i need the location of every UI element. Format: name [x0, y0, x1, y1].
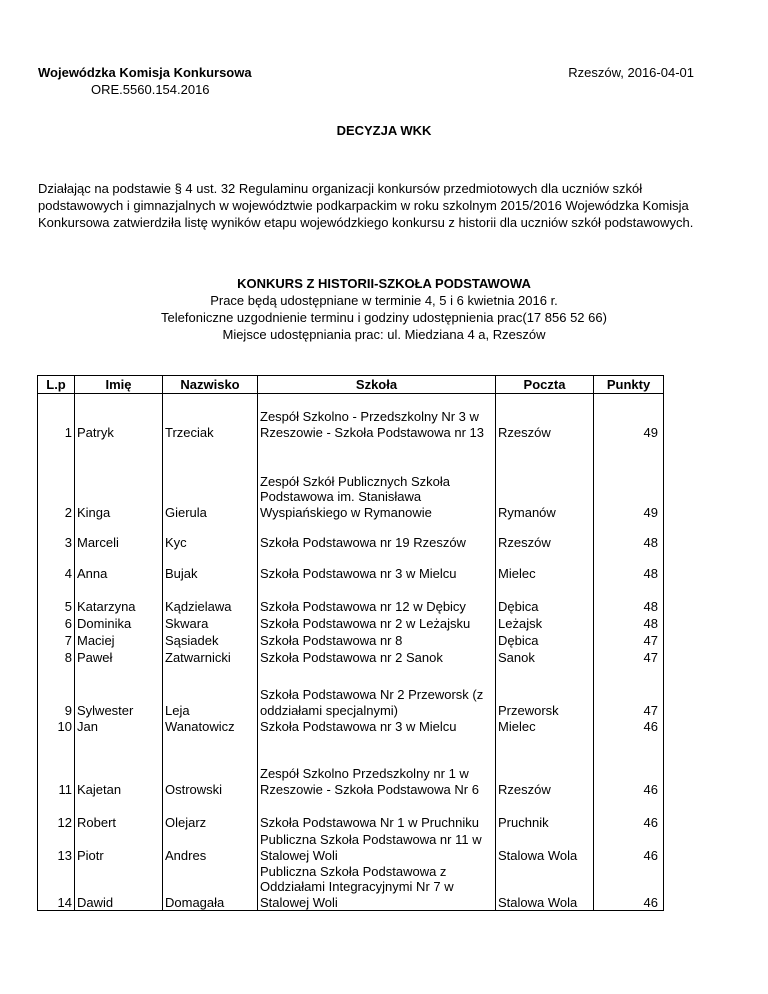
table-row — [38, 719, 664, 735]
cell-punkty: 48 — [594, 582, 664, 615]
table-row — [38, 521, 664, 551]
cell-lp: 8 — [38, 649, 75, 666]
cell-nazwisko: Andres — [163, 831, 258, 864]
header-nazwisko: Nazwisko — [163, 376, 258, 394]
cell-szkola: Zespół Szkolno - Przedszkolny Nr 3 w Rzeszowie - Szkoła Podstawowa nr 13 — [258, 394, 496, 441]
cell-punkty: 47 — [594, 632, 664, 649]
table-row — [38, 798, 664, 831]
cell-imie: Piotr — [75, 831, 163, 864]
cell-imie: Katarzyna — [75, 582, 163, 615]
table-header-row — [38, 376, 664, 394]
issuer-name: Wojewódzka Komisja Konkursowa — [38, 65, 252, 80]
cell-punkty: 48 — [594, 551, 664, 582]
cell-lp: 6 — [38, 615, 75, 632]
cell-imie: Robert — [75, 798, 163, 831]
cell-nazwisko: Trzeciak — [163, 394, 258, 441]
cell-lp: 10 — [38, 719, 75, 735]
cell-nazwisko: Ostrowski — [163, 735, 258, 798]
header-lp: L.p — [46, 376, 66, 392]
cell-poczta: Stalowa Wola — [496, 864, 594, 911]
cell-imie: Patryk — [75, 394, 163, 441]
cell-imie: Dawid — [75, 864, 163, 911]
cell-szkola: Zespół Szkół Publicznych Szkoła Podstawowa im. Stanisława Wyspiańskiego w Rymanowie — [258, 441, 496, 521]
cell-nazwisko: Domagała — [163, 864, 258, 911]
cell-szkola: Szkoła Podstawowa Nr 2 Przeworsk (z oddziałami specjalnymi) — [258, 666, 496, 719]
cell-szkola: Szkoła Podstawowa nr 3 w Mielcu — [258, 719, 496, 735]
cell-punkty: 46 — [594, 719, 664, 735]
intro-paragraph: Działając na podstawie § 4 ust. 32 Regulaminu organizacji konkursów przedmiotowych dla uczniów szkół podstawowych i gimnazjalnych w województwie podkarpackim w roku szkolnym 2015/2016 Wojewódzka Komisja Konkursowa zatwierdziła listę wyników etapu wojewódzkiego konkursu z historii dla uczniów szkół podstawowych. — [38, 181, 694, 230]
cell-lp: 2 — [38, 441, 75, 521]
cell-szkola: Publiczna Szkoła Podstawowa z Oddziałami Integracyjnymi Nr 7 w Stalowej Woli — [258, 864, 496, 911]
cell-lp: 5 — [38, 582, 75, 615]
cell-szkola: Zespół Szkolno Przedszkolny nr 1 w Rzeszowie - Szkoła Podstawowa Nr 6 — [258, 735, 496, 798]
cell-nazwisko: Olejarz — [163, 798, 258, 831]
cell-imie: Kinga — [75, 441, 163, 521]
header-punkty: Punkty — [594, 376, 664, 394]
header-poczta: Poczta — [496, 376, 594, 394]
cell-poczta: Przeworsk — [496, 666, 594, 719]
contest-info-location: Miejsce udostępniania prac: ul. Miedziana 4 a, Rzeszów — [222, 327, 546, 342]
cell-lp: 12 — [38, 798, 75, 831]
cell-szkola: Szkoła Podstawowa nr 2 Sanok — [258, 649, 496, 666]
cell-poczta: Rzeszów — [496, 521, 594, 551]
cell-nazwisko: Gierula — [163, 441, 258, 521]
cell-lp: 14 — [38, 864, 75, 911]
table-row — [38, 551, 664, 582]
cell-lp: 13 — [38, 831, 75, 864]
cell-lp: 11 — [38, 735, 75, 798]
cell-szkola: Szkoła Podstawowa nr 12 w Dębicy — [258, 582, 496, 615]
table-row — [38, 615, 664, 632]
cell-poczta: Leżajsk — [496, 615, 594, 632]
reference-number: ORE.5560.154.2016 — [91, 82, 210, 97]
table-row — [38, 632, 664, 649]
cell-punkty: 46 — [594, 831, 664, 864]
cell-imie: Maciej — [75, 632, 163, 649]
table-row — [38, 582, 664, 615]
cell-punkty: 48 — [594, 521, 664, 551]
cell-imie: Sylwester — [75, 666, 163, 719]
cell-imie: Jan — [75, 719, 163, 735]
cell-szkola: Szkoła Podstawowa Nr 1 w Pruchniku — [258, 798, 496, 831]
place-date: Rzeszów, 2016-04-01 — [568, 65, 694, 80]
table-row — [38, 735, 664, 798]
cell-poczta: Rymanów — [496, 441, 594, 521]
document-title: DECYZJA WKK — [336, 123, 432, 138]
header-szkola: Szkoła — [258, 376, 496, 394]
cell-poczta: Sanok — [496, 649, 594, 666]
cell-imie: Marceli — [75, 521, 163, 551]
cell-szkola: Publiczna Szkoła Podstawowa nr 11 w Stalowej Woli — [258, 831, 496, 864]
cell-poczta: Stalowa Wola — [496, 831, 594, 864]
cell-szkola: Szkoła Podstawowa nr 2 w Leżajsku — [258, 615, 496, 632]
cell-punkty: 47 — [594, 666, 664, 719]
cell-nazwisko: Zatwarnicki — [163, 649, 258, 666]
cell-lp: 4 — [38, 551, 75, 582]
cell-poczta: Dębica — [496, 632, 594, 649]
cell-imie: Kajetan — [75, 735, 163, 798]
cell-poczta: Pruchnik — [496, 798, 594, 831]
table-row — [38, 666, 664, 719]
cell-imie: Anna — [75, 551, 163, 582]
cell-punkty: 49 — [594, 394, 664, 441]
cell-poczta: Mielec — [496, 719, 594, 735]
cell-imie: Dominika — [75, 615, 163, 632]
cell-nazwisko: Bujak — [163, 551, 258, 582]
table-row — [38, 864, 664, 911]
cell-imie: Paweł — [75, 649, 163, 666]
table-row — [38, 394, 664, 441]
results-table — [37, 375, 664, 911]
cell-lp: 1 — [38, 394, 75, 441]
cell-szkola: Szkoła Podstawowa nr 8 — [258, 632, 496, 649]
cell-nazwisko: Kyc — [163, 521, 258, 551]
cell-punkty: 49 — [594, 441, 664, 521]
cell-punkty: 46 — [594, 864, 664, 911]
cell-nazwisko: Wanatowicz — [163, 719, 258, 735]
contest-info-phone: Telefoniczne uzgodnienie terminu i godziny udostępnienia prac(17 856 52 66) — [161, 310, 607, 325]
table-row — [38, 441, 664, 521]
cell-lp: 7 — [38, 632, 75, 649]
cell-nazwisko: Skwara — [163, 615, 258, 632]
cell-poczta: Mielec — [496, 551, 594, 582]
contest-info-dates: Prace będą udostępniane w terminie 4, 5 i 6 kwietnia 2016 r. — [210, 293, 558, 308]
cell-punkty: 46 — [594, 735, 664, 798]
header-imie: Imię — [75, 376, 163, 394]
cell-szkola: Szkoła Podstawowa nr 3 w Mielcu — [258, 551, 496, 582]
cell-szkola: Szkoła Podstawowa nr 19 Rzeszów — [258, 521, 496, 551]
cell-nazwisko: Sąsiadek — [163, 632, 258, 649]
cell-punkty: 48 — [594, 615, 664, 632]
cell-punkty: 46 — [594, 798, 664, 831]
cell-lp: 9 — [38, 666, 75, 719]
table-row — [38, 649, 664, 666]
cell-nazwisko: Kądzielawa — [163, 582, 258, 615]
cell-punkty: 47 — [594, 649, 664, 666]
cell-poczta: Rzeszów — [496, 735, 594, 798]
contest-title: KONKURS Z HISTORII-SZKOŁA PODSTAWOWA — [237, 276, 531, 291]
cell-poczta: Dębica — [496, 582, 594, 615]
cell-poczta: Rzeszów — [496, 394, 594, 441]
cell-lp: 3 — [38, 521, 75, 551]
table-row — [38, 831, 664, 864]
cell-nazwisko: Leja — [163, 666, 258, 719]
